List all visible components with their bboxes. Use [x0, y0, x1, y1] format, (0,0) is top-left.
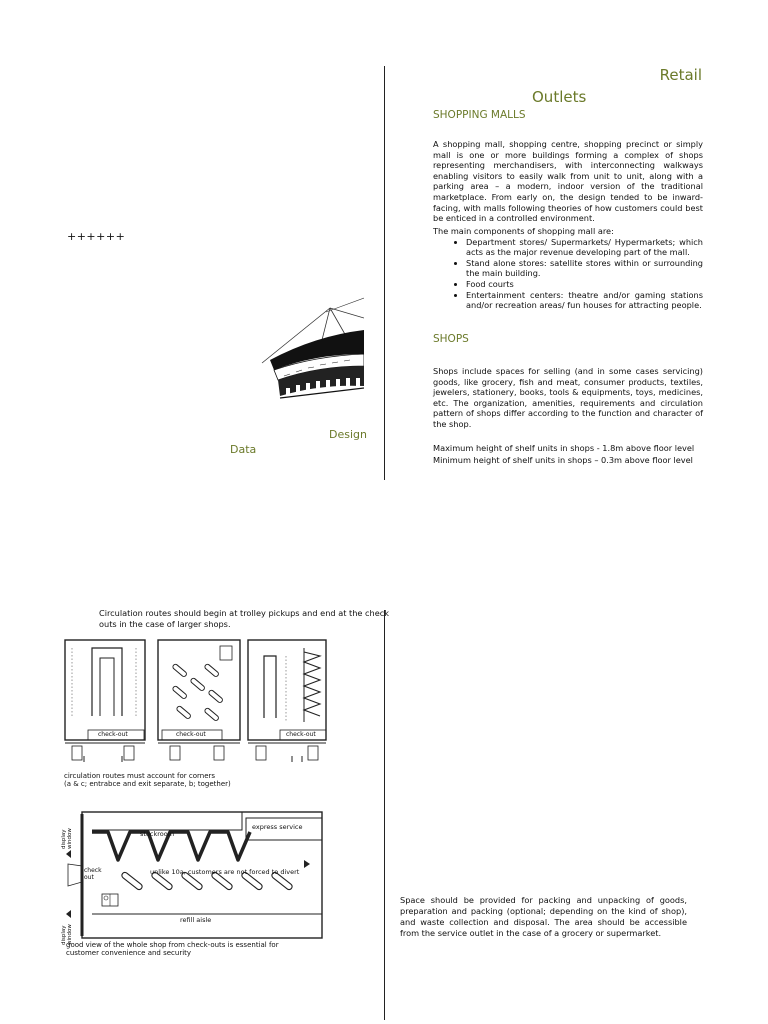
shelf-min-height: Minimum height of shelf units in shops – 0.3m above floor level	[433, 455, 693, 465]
checkout-label-c: check-out	[286, 731, 316, 738]
plan-caption-2: customer convenience and security	[66, 949, 192, 957]
plus-marks: ++++++	[67, 230, 126, 243]
circulation-note-2: (a & c; entrabce and exit separate, b; together)	[64, 780, 231, 788]
data-label: Data	[230, 443, 257, 456]
check-out-label: check out	[84, 867, 102, 881]
plan-caption-1: good view of the whole shop from check-outs is essential for	[66, 941, 279, 949]
shopping-malls-paragraph: A shopping mall, shopping centre, shopping precinct or simply mall is one or more buildings forming a complex of shops representing merchandisers, with interconnecting walkways enabling visitors to easily walk from unit to unit, along with a parking area – a modern, indoor version of the traditional marketplace. From early on, the design tended to be inward-facing, with malls following theories of how customers could best be enticed in a controlled environment.	[433, 139, 703, 224]
stockroom-label: stockroom	[140, 830, 175, 838]
shelf-max-height: Maximum height of shelf units in shops - 1.8m above floor level	[433, 443, 695, 453]
shopping-malls-heading: SHOPPING MALLS	[433, 109, 526, 121]
list-item: • Stand alone stores: satellite stores within or surrounding the main building.	[466, 258, 703, 278]
column-divider-top	[384, 66, 385, 480]
design-label: Design	[329, 428, 367, 441]
circulation-diagrams	[64, 638, 328, 770]
checkout-label-b: check-out	[176, 731, 206, 738]
components-list	[432, 237, 703, 310]
shops-heading: SHOPS	[433, 333, 469, 345]
express-service-label: express service	[252, 823, 303, 831]
refill-aisle-label: refill aisle	[180, 916, 212, 924]
page-title-line1: Retail	[659, 66, 702, 84]
service-paragraph: Space should be provided for packing and unpacking of goods, preparation and packing (optional; depending on the kind of shop), and waste collection and disposal. The area should be accessible from the service outlet in the case of a grocery or supermarket.	[400, 895, 687, 938]
divert-note: unlike 10a, customers are not forced to divert	[150, 868, 300, 876]
display-window-label-top: display window	[61, 828, 73, 849]
circulation-caption: Circulation routes should begin at trolley pickups and end at the check outs in the case of larger shops.	[99, 608, 390, 629]
page-title-line2: Outlets	[532, 88, 587, 106]
column-divider-bottom	[384, 610, 385, 1020]
components-intro: The main components of shopping mall are:	[433, 226, 614, 236]
checkout-label-a: check-out	[98, 731, 128, 738]
shops-paragraph: Shops include spaces for selling (and in some cases servicing) goods, like grocery, fish and meat, consumer products, textiles, jewelers, stationery, books, tools & equipments, toys, medicines, etc. The organization, amenities, requirements and circulation pattern of shops differ according to the function and character of the shop.	[433, 366, 703, 429]
list-item: • Department stores/ Supermarkets/ Hypermarkets; which acts as the major revenue developing part of the mall.	[466, 237, 703, 257]
list-item: • Entertainment centers: theatre and/or gaming stations and/or recreation areas/ fun houses for attracting people.	[466, 290, 703, 310]
display-window-label-bottom: display window	[61, 924, 73, 945]
list-item: • Food courts	[466, 279, 703, 289]
tensile-roof-illustration	[260, 288, 364, 416]
circulation-note-1: circulation routes must account for corners	[64, 772, 216, 780]
